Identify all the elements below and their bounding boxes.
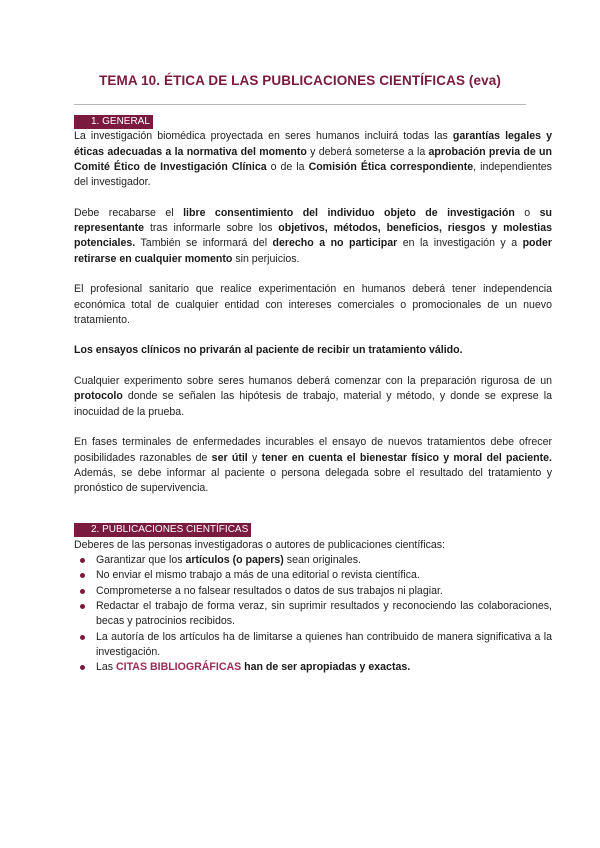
page-title: TEMA 10. ÉTICA DE LAS PUBLICACIONES CIENTÍFICAS (eva) — [99, 73, 501, 88]
paragraph-2: Debe recabarse el libre consentimiento del individuo objeto de investigación o su representante tras informarle sobre los objetivos, métodos, beneficios, riesgos y molestias potenciales. También se informará del derecho a no participar en la investigación y a poder retirarse en cualquier momento sin perjuicios. — [74, 206, 553, 265]
duties-list — [74, 553, 552, 675]
paragraph-1: La investigación biomédica proyectada en seres humanos incluirá todas las garantías legales y éticas adecuadas a la normativa del momento y deberá someterse a la aprobación previa de un Comité Ético de Investigación Clínica o de la Comisión Ética correspondiente, independientes del investigador. — [74, 130, 553, 189]
list-item: Garantizar que los artículos (o papers) sean originales. — [96, 553, 552, 568]
section2-intro: Deberes de las personas investigadoras o autores de publicaciones científicas: — [74, 538, 445, 551]
section-heading-publicaciones: 2. PUBLICACIONES CIENTÍFICAS — [74, 522, 552, 537]
title-divider — [74, 104, 526, 105]
paragraph-4: Los ensayos clínicos no privarán al paciente de recibir un tratamiento válido. — [74, 344, 463, 357]
document-body — [74, 114, 552, 675]
paragraph-6: En fases terminales de enfermedades incurables el ensayo de nuevos tratamientos debe ofrecer posibilidades razonables de ser útil y tener en cuenta el bienestar físico y moral del paciente. Además, se debe informar al paciente o persona delegada sobre el resultado del tratamiento y pronóstico de supervivencia. — [74, 436, 552, 495]
paragraph-3: El profesional sanitario que realice experimentación en humanos deberá tener independencia económica total de cualquier entidad con intereses comerciales o promocionales de un nuevo tratamiento. — [74, 283, 552, 326]
list-item: La autoría de los artículos ha de limitarse a quienes han contribuido de manera significativa a la investigación. — [96, 630, 552, 661]
list-item: No enviar el mismo trabajo a más de una editorial o revista científica. — [96, 568, 552, 583]
paragraph-5: Cualquier experimento sobre seres humanos deberá comenzar con la preparación rigurosa de un protocolo donde se señalen las hipótesis de trabajo, material y método, y donde se exprese la inocuidad de la prueba. — [74, 375, 552, 418]
list-item: Las CITAS BIBLIOGRÁFICAS han de ser apropiadas y exactas. — [96, 660, 552, 675]
section-heading-general: 1. GENERAL — [74, 114, 552, 129]
list-item: Comprometerse a no falsear resultados o datos de sus trabajos ni plagiar. — [96, 584, 552, 599]
list-item: Redactar el trabajo de forma veraz, sin suprimir resultados y reconociendo las colaboraciones, becas y patrocinios recibidos. — [96, 599, 552, 630]
